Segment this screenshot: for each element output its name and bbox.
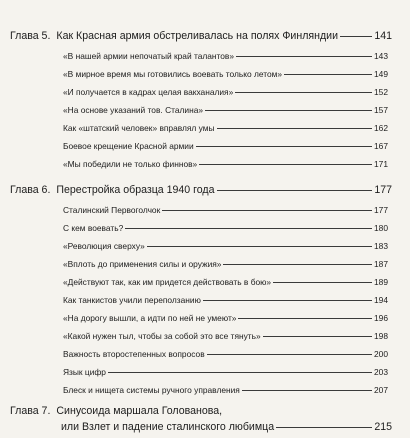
page-number: 167 (374, 141, 388, 151)
section-title: «И получается в кадрах целая вакханалия» (63, 87, 234, 97)
leader-line (242, 390, 372, 391)
chapter-title-line-1: Синусоида маршала Голованова, (56, 405, 223, 417)
leader-line (223, 264, 372, 265)
page-number: 143 (374, 51, 388, 61)
page-number: 152 (374, 87, 388, 97)
page-number: 196 (374, 313, 388, 323)
section-title: Важность второстепенных вопросов (63, 349, 205, 359)
chapter-label: Глава 6. (10, 184, 51, 196)
leader-line (162, 210, 372, 211)
page-number: 162 (374, 123, 388, 133)
section-title: «Мы победили не только финнов» (63, 159, 198, 169)
section-entry (0, 123, 410, 133)
page-number: 177 (374, 184, 392, 196)
section-entry (0, 69, 410, 79)
page-number: 207 (374, 385, 388, 395)
leader-line (217, 128, 373, 129)
chapter-title: Как Красная армия обстреливалась на полях Финляндии (56, 30, 338, 42)
chapter-title: Перестройка образца 1940 года (56, 184, 215, 196)
page-number: 157 (374, 105, 388, 115)
section-title: Боевое крещение Красной армии (63, 141, 194, 151)
section-title: Сталинский Первоголчок (63, 205, 161, 215)
section-title: «Революция сверху» (63, 241, 145, 251)
section-title: «Какой нужен тыл, чтобы за собой это все тянуть» (63, 331, 261, 341)
page-number: 141 (374, 30, 392, 42)
page-number: 198 (374, 331, 388, 341)
page-number: 183 (374, 241, 388, 251)
section-title: «Вплоть до применения силы и оружия» (63, 259, 222, 269)
section-entry (0, 159, 410, 169)
leader-line (125, 228, 372, 229)
section-title: Как танкистов учили переползанию (63, 295, 201, 305)
page-number: 203 (374, 367, 388, 377)
leader-line (238, 318, 372, 319)
section-entry (0, 295, 410, 305)
section-title: Блеск и нищета системы ручного управления (63, 385, 240, 395)
page-number: 180 (374, 223, 388, 233)
leader-line (203, 300, 372, 301)
chapter-label: Глава 5. (10, 30, 51, 42)
page-number: 200 (374, 349, 388, 359)
section-entry (0, 105, 410, 115)
page-number: 215 (374, 421, 392, 433)
section-title: Как «штатский человек» вправлял умы (63, 123, 215, 133)
leader-line (284, 74, 372, 75)
section-entry (0, 313, 410, 323)
leader-line (196, 146, 372, 147)
leader-line (217, 190, 373, 191)
section-entry (0, 277, 410, 287)
section-title: «В нашей армии непочатый край талантов» (63, 51, 235, 61)
chapter-heading (0, 184, 410, 196)
page-number: 194 (374, 295, 388, 305)
section-entry (0, 259, 410, 269)
page-number: 177 (374, 205, 388, 215)
leader-line (199, 164, 372, 165)
section-entry (0, 51, 410, 61)
section-title: «На дорогу вышли, а идти по ней не умеют» (63, 313, 237, 323)
leader-line (207, 354, 372, 355)
section-title: Язык цифр (63, 367, 106, 377)
leader-line (273, 282, 372, 283)
section-entry (0, 205, 410, 215)
section-entry (0, 367, 410, 377)
section-entry (0, 241, 410, 251)
leader-line (263, 336, 372, 337)
section-entry (0, 385, 410, 395)
chapter-label: Глава 7. (10, 405, 51, 417)
section-title: «Действуют так, как им придется действовать в бою» (63, 277, 272, 287)
section-title: «На основе указаний тов. Сталина» (63, 105, 204, 115)
section-entry (0, 349, 410, 359)
section-title: «В мирное время мы готовились воевать только летом» (63, 69, 283, 79)
leader-line (276, 427, 372, 428)
page-number: 187 (374, 259, 388, 269)
leader-line (205, 110, 372, 111)
page-number: 189 (374, 277, 388, 287)
section-title: С кем воевать? (63, 223, 124, 233)
leader-line (236, 56, 372, 57)
chapter-heading (0, 405, 410, 417)
section-entry (0, 331, 410, 341)
leader-line (235, 92, 372, 93)
section-entry (0, 223, 410, 233)
leader-line (147, 246, 372, 247)
leader-line (340, 36, 372, 37)
page-number: 171 (374, 159, 388, 169)
section-entry (0, 141, 410, 151)
section-entry (0, 87, 410, 97)
chapter-heading-continued (0, 421, 410, 433)
chapter-title-line-2: или Взлет и падение сталинского любимца (61, 421, 275, 433)
chapter-heading (0, 30, 410, 42)
page-number: 149 (374, 69, 388, 79)
leader-line (108, 372, 372, 373)
